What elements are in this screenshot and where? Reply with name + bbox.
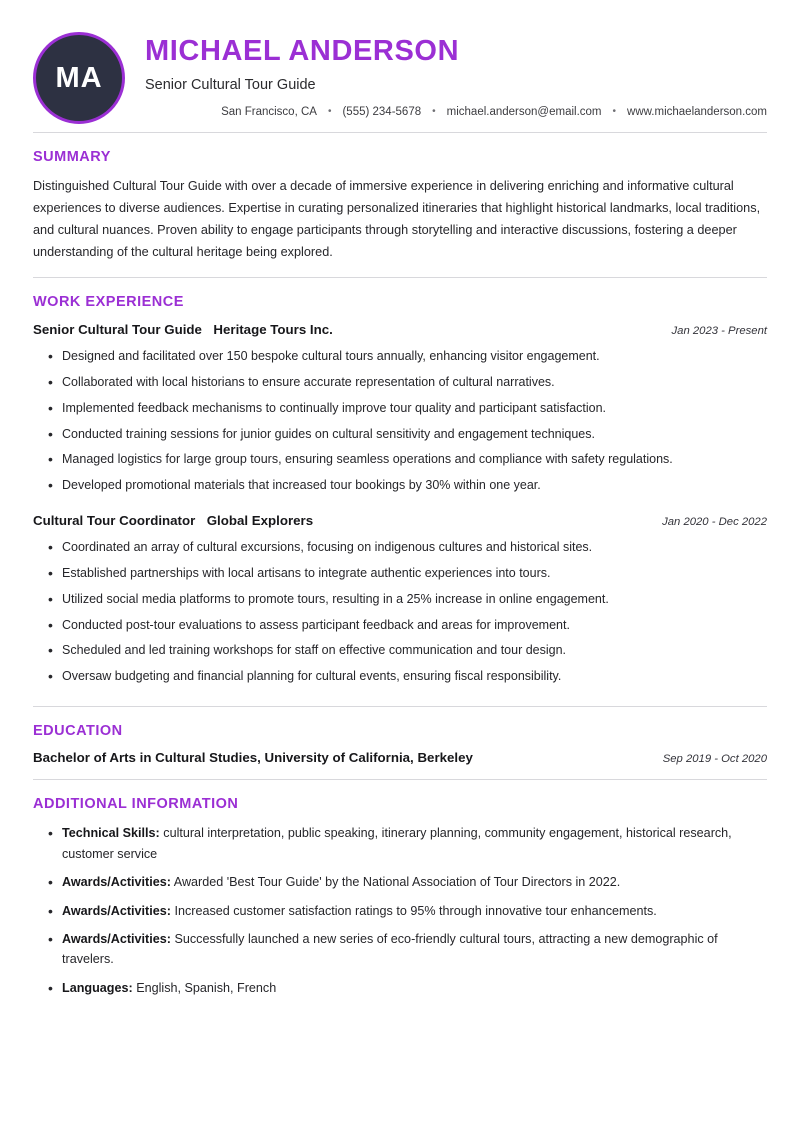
list-item: • Coordinated an array of cultural excursions, focusing on indigenous cultures and historical sites. (52, 538, 767, 564)
list-item (52, 901, 767, 929)
resume-header (33, 30, 767, 133)
info-text: Awarded 'Best Tour Guide' by the National Association of Tour Directors in 2022. (173, 875, 621, 890)
job-bullet-list (33, 538, 767, 686)
avatar-initials: MA (55, 61, 103, 94)
section-summary (33, 133, 767, 278)
job-bullet-list (33, 347, 767, 495)
work-experience-entry-header (33, 512, 767, 530)
list-item: • Established partnerships with local artisans to integrate authentic experiences into tours. (52, 564, 767, 590)
section-title-summary: SUMMARY (33, 149, 111, 165)
info-label: Technical Skills: (62, 826, 160, 841)
contact-website[interactable]: www.michaelanderson.com (627, 105, 767, 118)
list-item: • Conducted post-tour evaluations to assess participant feedback and areas for improvement. (52, 616, 767, 642)
list-item (52, 823, 767, 872)
section-title-work-experience: WORK EXPERIENCE (33, 294, 184, 311)
contact-row (145, 106, 767, 118)
education-entry (33, 750, 767, 765)
list-item: • Utilized social media platforms to promote tours, resulting in a 25% increase in online engagement. (52, 590, 767, 616)
job-company: Global Explorers (206, 513, 314, 529)
job-dates: Jan 2020 - Dec 2022 (662, 516, 767, 529)
education-dates: Sep 2019 - Oct 2020 (662, 753, 767, 766)
job-company: Heritage Tours Inc. (213, 322, 333, 338)
info-label: Languages: (62, 980, 133, 995)
section-additional-information (33, 780, 767, 1012)
list-item: • Collaborated with local historians to ensure accurate representation of cultural narratives. (52, 373, 767, 399)
info-label: Awards/Activities: (62, 931, 171, 946)
section-title-additional-information: ADDITIONAL INFORMATION (33, 796, 239, 813)
list-item: • Designed and facilitated over 150 bespoke cultural tours annually, enhancing visitor engagement. (52, 347, 767, 373)
job-title: Senior Cultural Tour Guide (145, 76, 316, 93)
list-item: • Conducted training sessions for junior guides on cultural sensitivity and engagement techniques. (52, 425, 767, 451)
list-item: • Scheduled and led training workshops for staff on effective communication and tour design. (52, 641, 767, 667)
info-text: Increased customer satisfaction ratings to 95% through innovative tour enhancements. (174, 903, 657, 918)
contact-location: San Francisco, CA (221, 105, 317, 118)
job-role: Cultural Tour Coordinator (33, 513, 196, 529)
work-experience-entry (33, 321, 767, 495)
list-item (52, 978, 767, 998)
work-entry-title-line (33, 321, 333, 339)
section-title-education: EDUCATION (33, 723, 123, 740)
contact-email[interactable]: michael.anderson@email.com (446, 105, 602, 118)
info-label: Awards/Activities: (62, 875, 171, 890)
work-entry-title-line (33, 512, 313, 530)
section-work-experience (33, 278, 767, 707)
header-text-block (125, 30, 767, 118)
list-item: • Oversaw budgeting and financial planning for cultural events, ensuring fiscal responsibility. (52, 667, 767, 686)
contact-separator-icon: • (432, 106, 436, 118)
list-item (52, 872, 767, 900)
list-item: • Implemented feedback mechanisms to continually improve tour quality and participant satisfaction. (52, 399, 767, 425)
job-dates: Jan 2023 - Present (671, 325, 767, 338)
contact-phone[interactable]: (555) 234-5678 (342, 105, 422, 118)
contact-separator-icon: • (612, 106, 617, 118)
list-item: • Developed promotional materials that increased tour bookings by 30% within one year. (52, 476, 767, 495)
info-text: English, Spanish, French (136, 980, 277, 995)
info-text: Successfully launched a new series of eco-friendly cultural tours, attracting a new demographic of travelers. (62, 931, 718, 967)
work-experience-entry-header (33, 321, 767, 339)
avatar (33, 32, 125, 124)
work-experience-entry (33, 512, 767, 686)
job-role: Senior Cultural Tour Guide (33, 322, 202, 338)
info-text: cultural interpretation, public speaking, itinerary planning, community engagement, historical research, customer service (62, 826, 732, 861)
info-label: Awards/Activities: (62, 903, 171, 918)
contact-separator-icon: • (327, 106, 332, 118)
page-title: MICHAEL ANDERSON (145, 35, 460, 67)
education-degree: Bachelor of Arts in Cultural Studies, University of California, Berkeley (33, 750, 473, 766)
summary-text: Distinguished Cultural Tour Guide with over a decade of immersive experience in delivering enriching and informative cultural experiences to diverse audiences. Expertise in curating personalized itineraries that highlight historical landmarks, local traditions, and cultural nuances. Proven ability to engage participants through storytelling and interactive discussions, fostering a deeper understanding of the cultural heritage being explored. (33, 179, 761, 259)
list-item: • Managed logistics for large group tours, ensuring seamless operations and compliance with safety regulations. (52, 450, 767, 476)
list-item (52, 929, 767, 978)
section-education (33, 707, 767, 780)
additional-information-list (33, 823, 767, 998)
